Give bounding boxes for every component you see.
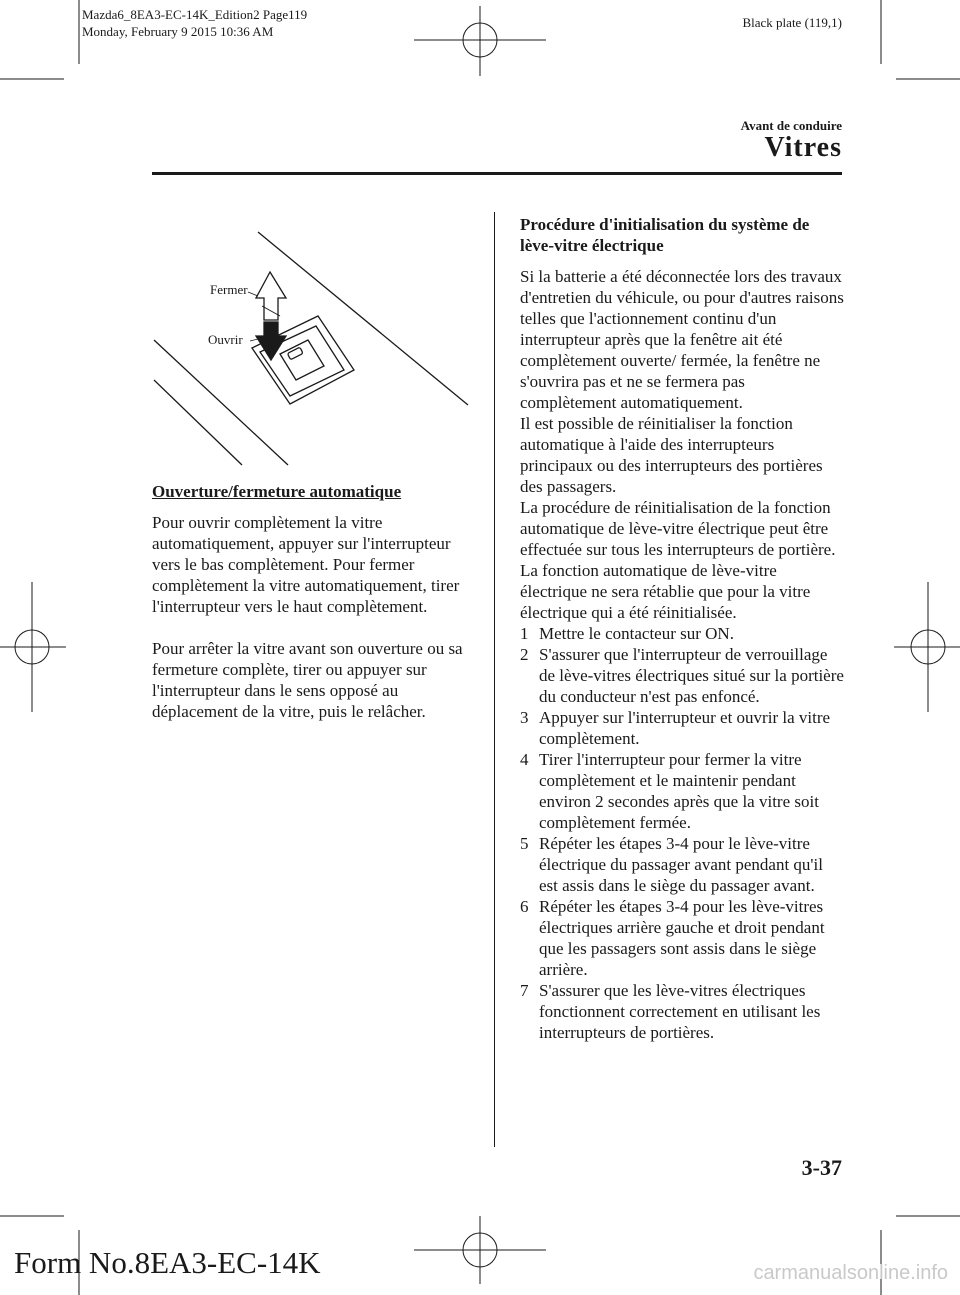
column-divider — [494, 212, 495, 1147]
section-category: Avant de conduire — [740, 118, 842, 133]
right-column — [520, 214, 845, 1043]
list-item: 4 Tirer l'interrupteur pour fermer la vitre complètement et le maintenir pendant environ 2 secondes après que la vitre soit complètement fermée. — [520, 750, 819, 832]
page-number: 3-37 — [801, 1155, 842, 1180]
subheading-initialization: Procédure d'initialisation du système de lève-vitre électrique — [520, 215, 810, 255]
paragraph-battery-disconnected: Si la batterie a été déconnectée lors des travaux d'entretien du véhicule, ou pour d'autres raisons telles que l'actionnement continu d'un interrupteur après que la fenêtre ait été complètement ouverte/ fermée, la fenêtre ne s'ouvrira pas et ne se fermera pas complètement automatiquement. — [520, 267, 844, 412]
page-title: Vitres — [764, 132, 842, 163]
form-number: Form No.8EA3-EC-14K — [14, 1245, 321, 1280]
file-name-line: Mazda6_8EA3-EC-14K_Edition2 Page119 — [82, 7, 308, 22]
file-header — [82, 6, 307, 40]
list-item: 7 S'assurer que les lève-vitres électriques fonctionnent correctement en utilisant les interrupteurs de portières. — [520, 981, 821, 1042]
paragraph-stop-window: Pour arrêter la vitre avant son ouverture ou sa fermeture complète, tirer ou appuyer sur l'interrupteur dans le sens opposé au déplacement de la vitre, puis le relâcher. — [152, 639, 463, 721]
watermark: carmanualsonline.info — [753, 1262, 948, 1284]
window-switch-illustration — [140, 220, 480, 470]
figure-label-open: Ouvrir — [208, 332, 243, 347]
subheading-automatic: Ouverture/fermeture automatique — [152, 482, 402, 501]
paragraph-auto-open-close: Pour ouvrir complètement la vitre automatiquement, appuyer sur l'interrupteur vers le bas complètement. Pour fermer complètement la vitre automatiquement, tirer l'interrupteur vers le haut complètement. — [152, 513, 460, 616]
list-item: 2 S'assurer que l'interrupteur de verrouillage de lève-vitres électriques situé sur la portière du conducteur n'est pas enfoncé. — [520, 645, 844, 706]
steps-list — [520, 623, 845, 1043]
paragraph-reset-possible: Il est possible de réinitialiser la fonction automatique à l'aide des interrupteurs principaux ou des interrupteurs des portières des passagers. — [520, 414, 823, 496]
figure-label-close: Fermer — [210, 282, 248, 297]
list-item: 1 Mettre le contacteur sur ON. — [520, 624, 734, 643]
header-rule — [152, 172, 842, 175]
up-down-arrow-icon — [256, 272, 286, 360]
paragraph-reset-procedure: La procédure de réinitialisation de la fonction automatique de lève-vitre électrique peut être effectuée sur tous les interrupteurs de portière. La fonction automatique de lève-vitre électrique ne sera rétablie que pour la vitre électrique qui a été réinitialisée. — [520, 498, 836, 622]
list-item: 5 Répéter les étapes 3-4 pour le lève-vitre électrique du passager avant pendant qu'il est assis dans le siège du passager avant. — [520, 834, 823, 895]
file-date-line: Monday, February 9 2015 10:36 AM — [82, 24, 274, 39]
plate-label: Black plate (119,1) — [742, 15, 842, 30]
list-item: 3 Appuyer sur l'interrupteur et ouvrir la vitre complètement. — [520, 708, 831, 748]
left-column — [152, 481, 477, 722]
list-item: 6 Répéter les étapes 3-4 pour les lève-vitres électriques arrière gauche et droit pendant que les passagers sont assis dans le siège arrière. — [520, 897, 825, 979]
